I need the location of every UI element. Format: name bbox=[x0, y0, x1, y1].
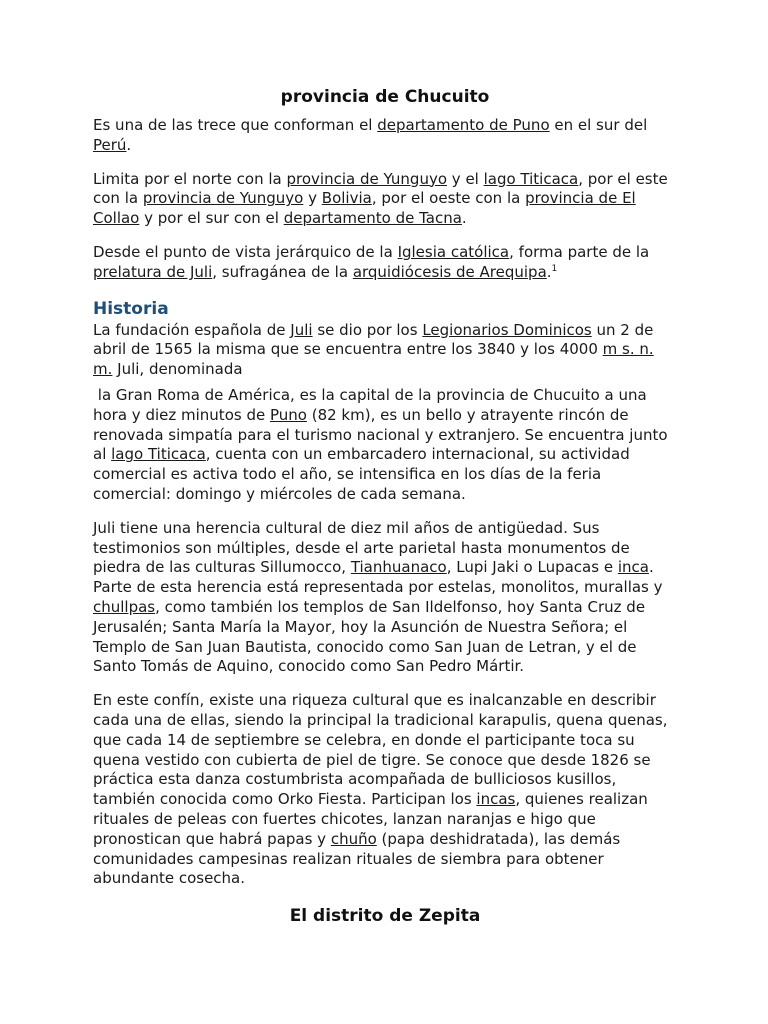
link-peru[interactable]: Perú bbox=[93, 135, 127, 154]
document-body bbox=[93, 84, 677, 929]
text: la Gran Roma de América, es la capital de la provincia de Chucuito a una hora y diez minutos de bbox=[93, 385, 652, 424]
link-msnm[interactable]: m s. n. m. bbox=[93, 340, 654, 379]
text: , como también los templos de San Ildelfonso, hoy Santa Cruz de Jerusalén; Santa María la Mayor, hoy la Asunción de Nuestra Señora; el Templo de San Juan Bautista, conocido como San Juan de Letran, y el de Santo Tomás de Aquino, conocido como San Pedro Mártir. bbox=[93, 597, 646, 676]
page-title: provincia de Chucuito bbox=[280, 87, 490, 107]
link-arquidiocesis-de-arequipa[interactable]: arquidiócesis de Arequipa bbox=[352, 262, 547, 281]
link-iglesia-catolica[interactable]: Iglesia católica bbox=[397, 242, 510, 261]
text: y el bbox=[447, 169, 484, 188]
text: Limita por el norte con la bbox=[93, 169, 287, 188]
text: , quienes realizan rituales de peleas con fuertes chicotes, lanzan naranjas e higo que pronostican que habrá papas y bbox=[93, 790, 648, 848]
history-paragraph bbox=[93, 321, 677, 380]
text: (papa deshidratada), las demás comunidades campesinas realizan rituales de siembra para obtener abundante cosecha. bbox=[93, 829, 621, 888]
text: , sufragánea de la bbox=[212, 262, 353, 281]
text: . bbox=[546, 262, 552, 281]
link-incas[interactable]: incas bbox=[476, 790, 516, 809]
link-legionarios-dominicos[interactable]: Legionarios Dominicos bbox=[422, 320, 592, 339]
text: Desde el punto de vista jerárquico de la bbox=[93, 242, 398, 261]
text: . bbox=[126, 135, 132, 154]
text: (82 km), es un bello y atrayente rincón de renovada simpatía para el turismo nacional y extranjero. Se encuentra junto al bbox=[93, 405, 673, 464]
text: en el sur del bbox=[549, 116, 648, 134]
text: . Parte de esta herencia está representada por estelas, monolitos, murallas y bbox=[93, 558, 663, 597]
link-provincia-de-yunguyo-2[interactable]: provincia de Yunguyo bbox=[142, 189, 304, 208]
text: y por el sur con el bbox=[139, 209, 284, 228]
link-puno[interactable]: Puno bbox=[269, 405, 307, 424]
culture-paragraph bbox=[93, 691, 677, 889]
text: se dio por los bbox=[312, 320, 423, 339]
heritage-paragraph bbox=[93, 519, 677, 677]
link-juli[interactable]: Juli bbox=[290, 320, 313, 339]
section-heading-zepita: El distrito de Zepita bbox=[289, 906, 481, 927]
text: , por el oeste con la bbox=[371, 189, 526, 208]
link-departamento-de-puno[interactable]: departamento de Puno bbox=[377, 116, 550, 134]
text: , cuenta con un embarcadero internacional, su actividad comercial es activa todo el año, se intensifica en los días de la feria comercial: domingo y miércoles de cada semana. bbox=[93, 445, 635, 503]
intro-paragraph bbox=[93, 116, 677, 156]
text: . bbox=[461, 209, 467, 228]
text: y bbox=[303, 189, 322, 208]
link-chullpas[interactable]: chullpas bbox=[93, 597, 156, 616]
link-departamento-de-tacna[interactable]: departamento de Tacna bbox=[283, 209, 462, 228]
link-bolivia[interactable]: Bolivia bbox=[321, 189, 372, 208]
link-lago-titicaca[interactable]: lago Titicaca bbox=[483, 169, 579, 188]
limits-paragraph bbox=[93, 170, 677, 229]
link-chuno[interactable]: chuño bbox=[330, 829, 377, 848]
text: Es una de las trece que conforman el bbox=[93, 116, 378, 134]
link-prelatura-de-juli[interactable]: prelatura de Juli bbox=[93, 262, 213, 281]
link-lago-titicaca-2[interactable]: lago Titicaca bbox=[111, 445, 206, 464]
section-heading-historia: Historia bbox=[93, 298, 169, 319]
link-inca[interactable]: inca bbox=[617, 558, 649, 577]
text: En este confín, existe una riqueza cultural que es inalcanzable en describir cada una de ellas, siendo la principal la tradicional karapulis, quena quenas, que cada 14 de septiembre se celebra, en donde el participante toca su quena vestido con cubierta de piel de tigre. Se conoce que desde 1826 se práctica esta danza costumbrista acompañada de bulliciosos kusillos, también conocida como Orko Fiesta. Participan los bbox=[93, 691, 668, 809]
text: , Lupi Jaki o Lupacas e bbox=[446, 558, 618, 577]
link-tianhuanaco[interactable]: Tianhuanaco bbox=[350, 558, 447, 577]
text: , forma parte de la bbox=[509, 242, 650, 261]
footnote-ref[interactable]: 1 bbox=[551, 263, 558, 274]
text: , por el este con la bbox=[93, 169, 668, 208]
text: La fundación española de bbox=[93, 320, 291, 339]
church-paragraph bbox=[93, 243, 677, 283]
text: Juli tiene una herencia cultural de diez mil años de antigüedad. Sus testimonios son múltiples, desde el arte parietal hasta monumentos de piedra de las culturas Sillumocco, bbox=[93, 518, 630, 577]
text: un 2 de abril de 1565 la misma que se encuentra entre los 3840 y los 4000 bbox=[93, 320, 654, 359]
gran-roma-paragraph bbox=[93, 386, 677, 505]
link-provincia-de-yunguyo[interactable]: provincia de Yunguyo bbox=[286, 169, 448, 188]
link-provincia-de-el-collao[interactable]: provincia de El Collao bbox=[93, 189, 636, 228]
text: Juli, denominada bbox=[112, 360, 243, 379]
